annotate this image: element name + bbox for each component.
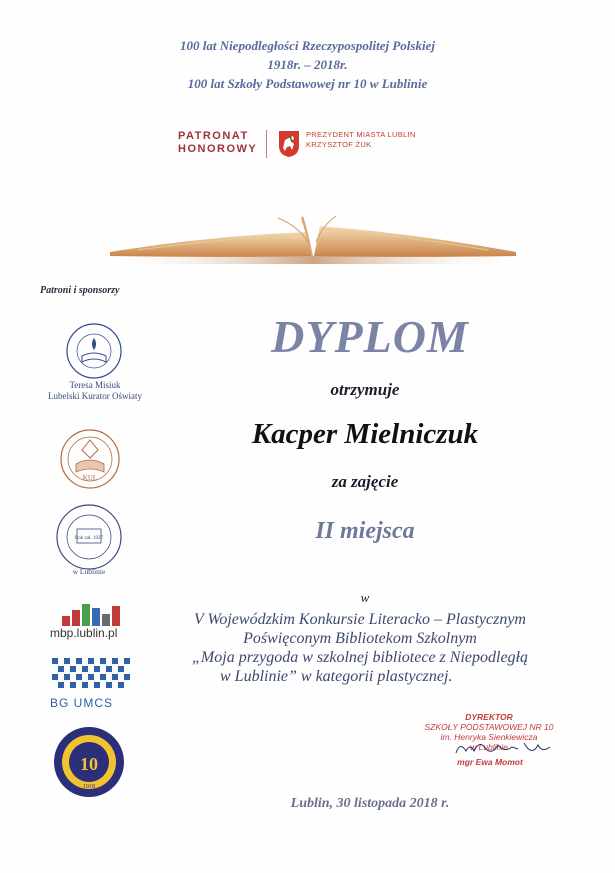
honorary-patronage xyxy=(178,128,438,162)
in-text: w xyxy=(360,590,370,605)
pbw-city: w Lublinie xyxy=(72,567,106,576)
receives-text: otrzymuje xyxy=(330,380,400,399)
for-text: za zajęcie xyxy=(331,472,399,491)
school-logo-number: 10 xyxy=(80,754,98,774)
patronage-person xyxy=(306,130,416,150)
pbw-year: Rok zał. 1927 xyxy=(75,536,103,541)
kul-logo-text: KUL xyxy=(82,474,98,482)
patronage-person-name: KRZYSZTOF ŻUK xyxy=(306,140,372,149)
patronage-label-bottom: HONOROWY xyxy=(178,143,258,155)
umcs-logo-icon xyxy=(50,656,134,698)
stamp-line-4: w Lublinie xyxy=(470,742,508,752)
patronage-person-title: PREZYDENT MIASTA LUBLIN xyxy=(306,130,416,139)
patronage-divider xyxy=(266,130,267,158)
stamp-line-1: DYREKTOR xyxy=(465,712,513,722)
lublin-crest-icon xyxy=(278,130,300,158)
place-and-date: Lublin, 30 listopada 2018 r. xyxy=(290,796,450,811)
stamp-line-3: im. Henryka Sienkiewicza xyxy=(440,732,538,742)
contest-line-2: Poświęconym Bibliotekom Szkolnym xyxy=(243,630,477,647)
sponsors-title: Patroni i sponsorzy xyxy=(40,285,120,296)
header-line-3: 100 lat Szkoły Podstawowej nr 10 w Lublinie xyxy=(187,76,428,91)
mbp-logo-icon xyxy=(62,602,126,628)
diploma-title: DYPLOM xyxy=(271,311,469,362)
recipient-name: Kacper Mielniczuk xyxy=(251,418,479,450)
patronage-label-top: PATRONAT xyxy=(178,130,249,142)
contest-line-4: w Lublinie” w kategorii plastycznej. xyxy=(220,668,453,685)
contest-line-3: „Moja przygoda w szkolnej bibliotece z Niepodległą xyxy=(192,649,528,666)
kurator-credit xyxy=(40,380,150,402)
mbp-logo-text: mbp.lublin.pl xyxy=(50,626,118,640)
pbw-logo-icon xyxy=(55,503,123,571)
school-logo-year: 1918 xyxy=(83,784,95,790)
patronage-label xyxy=(178,130,257,156)
umcs-logo-text: BG UMCS xyxy=(50,696,114,710)
contest-description xyxy=(140,610,580,686)
header-line-1: 100 lat Niepodległości Rzeczypospolitej Polskiej xyxy=(180,38,435,53)
place-text: II miejsca xyxy=(315,518,415,544)
open-book-image xyxy=(108,212,518,268)
header-line-2: 1918r. – 2018r. xyxy=(267,57,348,72)
kurator-name: Teresa Misiuk xyxy=(69,380,121,390)
kurator-role: Lubelski Kurator Oświaty xyxy=(48,391,142,401)
kuratorium-logo-icon xyxy=(62,322,126,380)
stamp-line-2: SZKOŁY PODSTAWOWEJ NR 10 xyxy=(424,722,554,732)
school-logo-icon xyxy=(52,725,126,799)
contest-line-1: V Wojewódzkim Konkursie Literacko – Plastycznym xyxy=(194,611,526,628)
kul-logo-icon xyxy=(58,428,122,490)
director-name: mgr Ewa Momot xyxy=(457,757,523,767)
